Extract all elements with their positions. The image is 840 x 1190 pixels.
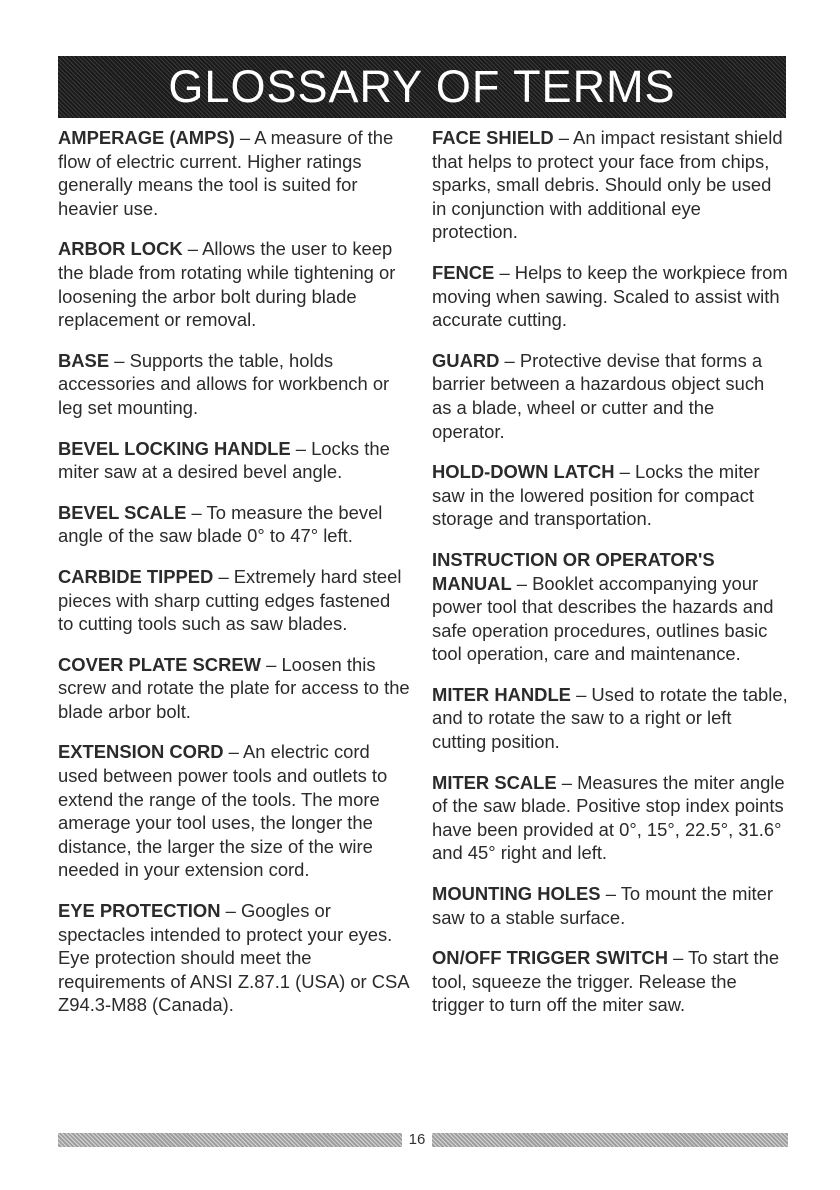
glossary-entry (432, 771, 788, 865)
glossary-entry (432, 349, 788, 443)
glossary-entry (58, 501, 410, 548)
glossary-term: FENCE (432, 261, 495, 283)
glossary-definition: Locks the miter saw at a desired bevel angle. (58, 437, 390, 483)
glossary-entry (58, 740, 410, 882)
term-separator: – (511, 572, 533, 594)
footer-bar-left (58, 1133, 402, 1147)
glossary-entry (58, 899, 410, 1017)
glossary-term: BASE (58, 349, 110, 371)
glossary-definition: Helps to keep the workpiece from moving when sawing. Scaled to assist with accurate cutting. (432, 261, 788, 331)
footer-bar-right (432, 1133, 788, 1147)
glossary-entry (432, 126, 788, 244)
term-separator: – (261, 653, 282, 675)
glossary-term: EXTENSION CORD (58, 741, 224, 763)
left-column (58, 126, 410, 1017)
term-separator: – (182, 238, 203, 260)
glossary-definition: Measures the miter angle of the saw blade. Positive stop index points have been provided at 0°, 15°, 22.5°, 31.6° and 45° right and left. (432, 771, 785, 864)
term-separator: – (234, 127, 255, 148)
glossary-term: INSTRUCTION OR OPERATOR'S MANUAL (432, 548, 715, 594)
term-separator: – (556, 771, 578, 793)
glossary-term: EYE PROTECTION (58, 900, 221, 922)
glossary-definition: To measure the bevel angle of the saw blade 0° to 47° left. (58, 501, 383, 547)
glossary-entry (58, 437, 410, 484)
term-separator: – (600, 883, 621, 905)
term-separator: – (494, 261, 515, 283)
glossary-entry (432, 261, 788, 332)
term-separator: – (213, 565, 234, 587)
glossary-entry (58, 653, 410, 724)
right-column (432, 126, 788, 1017)
glossary-definition: Loosen this screw and rotate the plate for access to the blade arbor bolt. (58, 653, 410, 722)
glossary-definition: To mount the miter saw to a stable surface. (432, 883, 773, 928)
glossary-definition: Googles or spectacles intended to protect your eyes. Eye protection should meet the requirements of ANSI Z.87.1 (USA) or CSA Z94.3-M88 (Canada). (58, 900, 409, 1016)
term-separator: – (499, 349, 520, 371)
glossary-definition: Extremely hard steel pieces with sharp cutting edges fastened to cutting tools such as saw blades. (58, 565, 402, 635)
title-banner (58, 56, 786, 118)
glossary-entry (58, 565, 410, 636)
glossary-definition: Used to rotate the table, and to rotate the saw to a right or left cutting position. (432, 683, 788, 753)
glossary-entry (432, 460, 788, 531)
glossary-term: GUARD (432, 349, 500, 371)
glossary-definition: An impact resistant shield that helps to protect your face from chips, sparks, small debris. Should only be used in conjunction with additional eye protection. (432, 127, 783, 243)
glossary-term: BEVEL SCALE (58, 501, 187, 523)
term-separator: – (290, 437, 312, 459)
glossary-definition: Booklet accompanying your power tool that describes the hazards and safe operation procedures, outlines basic tool operation, care and maintenance. (432, 572, 774, 665)
glossary-term: FACE SHIELD (432, 127, 554, 148)
term-separator: – (553, 127, 574, 148)
term-separator: – (220, 900, 241, 922)
glossary-entry (432, 946, 788, 1017)
page-number: 16 (408, 1131, 426, 1148)
glossary-definition: Protective devise that forms a barrier between a hazardous object such as a blade, wheel or cutter and the operator. (432, 349, 765, 442)
glossary-term: COVER PLATE SCREW (58, 653, 261, 675)
glossary-term: CARBIDE TIPPED (58, 565, 214, 587)
glossary-term: MITER SCALE (432, 771, 557, 793)
glossary-definition: An electric cord used between power tools and outlets to extend the range of the tools. The more amerage your tool uses, the longer the distance, the larger the size of the wire needed in your extension cord. (58, 741, 388, 881)
glossary-definition: Supports the table, holds accessories and allows for workbench or leg set mounting. (58, 349, 390, 418)
glossary-entry (58, 126, 410, 220)
glossary-term: ARBOR LOCK (58, 238, 183, 260)
glossary-definition: Allows the user to keep the blade from rotating while tightening or loosening the arbor bolt during blade replacement or removal. (58, 238, 396, 331)
glossary-term: MITER HANDLE (432, 683, 571, 705)
glossary-definition: A measure of the flow of electric current. Higher ratings generally means the tool is suited for heavier use. (58, 127, 394, 219)
glossary-term: HOLD-DOWN LATCH (432, 461, 615, 483)
glossary-entry (58, 349, 410, 420)
term-separator: – (668, 947, 689, 969)
glossary-definition: Locks the miter saw in the lowered position for compact storage and transportation. (432, 461, 760, 530)
glossary-term: ON/OFF TRIGGER SWITCH (432, 947, 668, 969)
term-separator: – (186, 501, 207, 523)
term-separator: – (614, 461, 635, 483)
term-separator: – (570, 683, 592, 705)
glossary-entry (58, 237, 410, 331)
term-separator: – (109, 349, 130, 371)
glossary-definition: To start the tool, squeeze the trigger. Release the trigger to turn off the miter saw. (432, 947, 780, 1016)
glossary-term: BEVEL LOCKING HANDLE (58, 437, 291, 459)
glossary-entry (432, 683, 788, 754)
term-separator: – (223, 741, 243, 763)
glossary-entry (432, 548, 788, 666)
page-title: GLOSSARY OF TERMS (168, 61, 676, 112)
glossary-entry (432, 882, 788, 929)
glossary-term: MOUNTING HOLES (432, 883, 601, 905)
glossary-term: AMPERAGE (AMPS) (58, 127, 235, 148)
